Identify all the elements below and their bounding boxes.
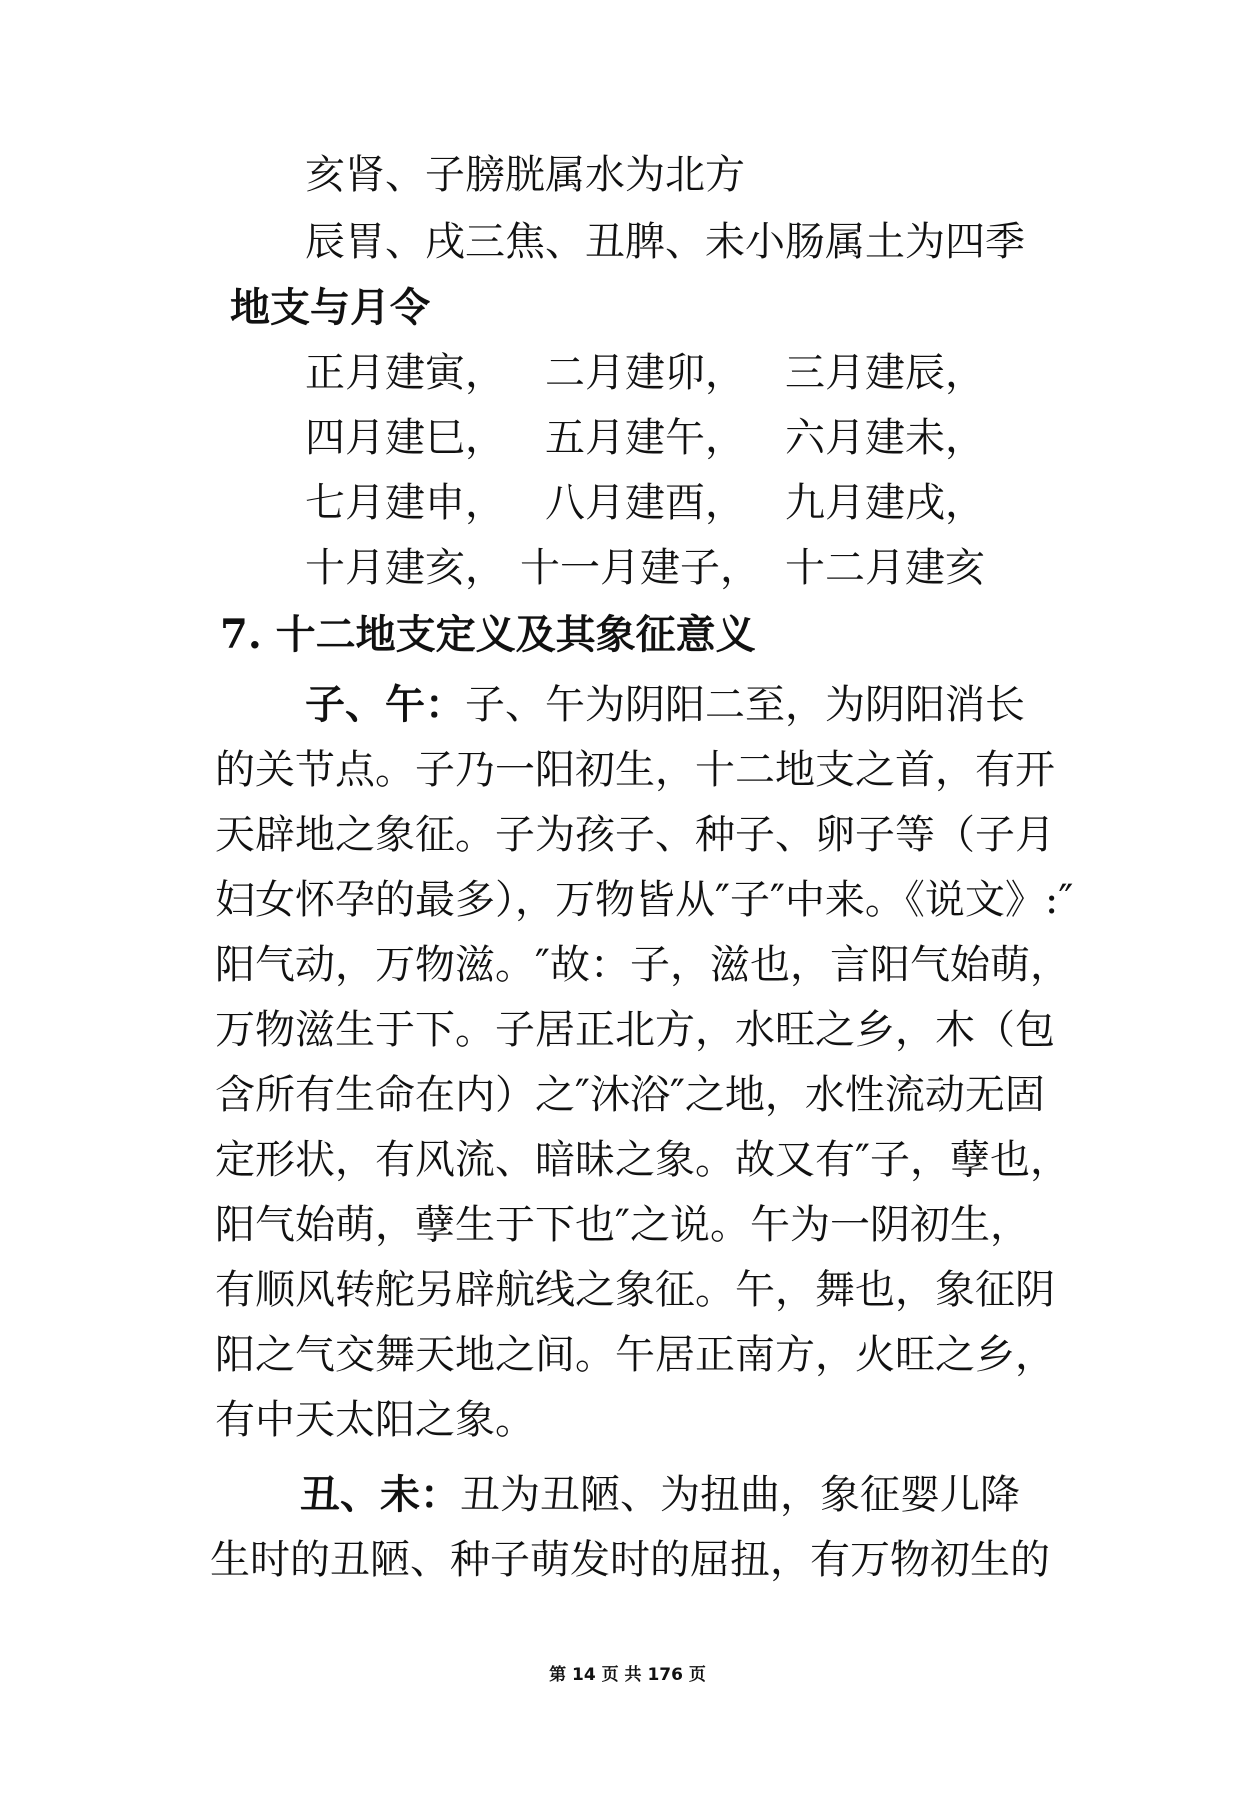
month-cell: 十二月建亥 [785, 545, 985, 591]
elements-line-1: 亥肾、子膀胱属水为北方 [305, 152, 745, 198]
paragraph-line: 万物滋生于下。子居正北方，水旺之乡，木（包 [215, 1007, 1055, 1053]
month-cell: 十一月建子， [520, 545, 760, 591]
month-cell: 八月建酉， [545, 480, 745, 526]
paragraph-2-first-text: 丑为丑陋、为扭曲，象征婴儿降 [460, 1472, 1020, 1518]
month-cell: 七月建申， [305, 480, 505, 526]
paragraph-line: 妇女怀孕的最多），万物皆从″子″中来。《说文》:″ [215, 877, 1074, 923]
paragraph-2-lead: 丑、未： [300, 1471, 460, 1518]
paragraph-1-lead: 子、午： [305, 681, 465, 728]
month-cell: 三月建辰， [785, 350, 985, 396]
paragraph-1-first-line [305, 681, 1045, 728]
paragraph-2-first-line [300, 1471, 1040, 1518]
paragraph-line: 阳气始萌，孽生于下也″之说。午为一阴初生， [215, 1202, 1030, 1248]
section-7-heading: 7. 十二地支定义及其象征意义 [220, 611, 756, 658]
month-cell: 五月建午， [545, 415, 745, 461]
page-footer: 第 14 页 共 176 页 [549, 1665, 706, 1685]
month-cell: 正月建寅， [305, 350, 505, 396]
month-section-heading: 地支与月令 [230, 284, 430, 331]
paragraph-line: 阳气动，万物滋。″故：子，滋也，言阳气始萌， [215, 942, 1070, 988]
paragraph-line: 的关节点。子乃一阳初生，十二地支之首，有开 [215, 747, 1055, 793]
month-cell: 十月建亥， [305, 545, 505, 591]
paragraph-line: 天辟地之象征。子为孩子、种子、卵子等（子月 [215, 812, 1055, 858]
month-cell: 九月建戌， [785, 480, 985, 526]
paragraph-line: 有中天太阳之象。 [215, 1397, 535, 1443]
paragraph-line: 有顺风转舵另辟航线之象征。午，舞也，象征阴 [215, 1267, 1055, 1313]
paragraph-line: 含所有生命在内）之″沐浴″之地，水性流动无固 [215, 1072, 1045, 1118]
elements-line-2: 辰胃、戌三焦、丑脾、未小肠属土为四季 [305, 219, 1025, 265]
month-cell: 二月建卯， [545, 350, 745, 396]
month-cell: 四月建巳， [305, 415, 505, 461]
paragraph-line: 生时的丑陋、种子萌发时的屈扭，有万物初生的 [210, 1537, 1050, 1583]
paragraph-line: 阳之气交舞天地之间。午居正南方，火旺之乡， [215, 1332, 1055, 1378]
month-cell: 六月建未， [785, 415, 985, 461]
paragraph-1-first-text: 子、午为阴阳二至，为阴阳消长 [465, 682, 1025, 728]
paragraph-line: 定形状，有风流、暗昧之象。故又有″子，孽也， [215, 1137, 1070, 1183]
